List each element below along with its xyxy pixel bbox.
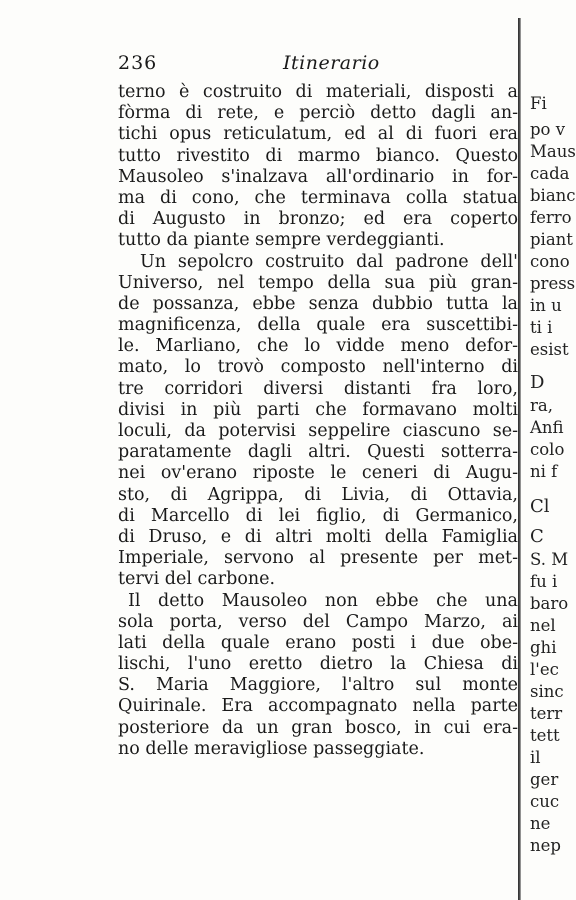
- text-line: ma di cono, che terminava colla statua: [118, 187, 518, 208]
- text-line: di Marcello di lei figlio, di Germanico,: [118, 505, 518, 526]
- adjacent-page-fragment: terr: [530, 704, 563, 723]
- adjacent-page-fragment: ni f: [530, 462, 558, 481]
- adjacent-page-fragment: l'ec: [530, 660, 559, 679]
- adjacent-page-fragment: sinc: [530, 682, 564, 701]
- text-line: le. Marliano, che lo vidde meno defor-: [118, 336, 518, 357]
- adjacent-page-fragment: cono: [530, 252, 570, 271]
- text-line: loculi, da potervisi seppelire ciascuno se-: [118, 421, 518, 441]
- adjacent-page-fragment: po v: [530, 120, 566, 139]
- adjacent-page-fragment: tett: [530, 726, 560, 745]
- adjacent-page-fragment: ferro: [530, 208, 572, 227]
- text-line: divisi in più parti che formavano molti: [118, 399, 518, 420]
- adjacent-page-fragment: piant: [530, 230, 573, 249]
- text-line: Imperiale, servono al presente per met-: [118, 548, 518, 569]
- text-line: Mausoleo s'inalzava all'ordinario in for-: [118, 166, 518, 187]
- adjacent-page-fragment: esist: [530, 340, 569, 359]
- paragraph-start-line: Il detto Mausoleo non ebbe che una: [128, 590, 518, 611]
- text-line: sola porta, verso del Campo Marzo, ai: [118, 611, 518, 632]
- text-line: S. Maria Maggiore, l'altro sul monte: [118, 675, 518, 696]
- adjacent-page-fragment: Fi: [530, 94, 547, 113]
- text-line: magnificenza, della quale era suscettibi-: [118, 315, 518, 336]
- text-line: posteriore da un gran bosco, in cui era-: [118, 717, 518, 738]
- text-line: fòrma di rete, e perciò detto dagli an-: [118, 103, 518, 124]
- text-line: lati della quale erano posti i due obe-: [118, 632, 518, 653]
- adjacent-page-fragment: D: [530, 372, 545, 393]
- paragraph-start-line: Un sepolcro costruito dal padrone dell': [140, 251, 518, 272]
- adjacent-page-fragment: C: [530, 526, 544, 547]
- running-title: Itinerario: [283, 52, 380, 74]
- text-line: nei ov'erano riposte le ceneri di Augu-: [118, 463, 518, 484]
- page-number: 236: [118, 52, 158, 74]
- text-line: terno è costruito di materiali, disposti a: [118, 82, 518, 102]
- adjacent-page-fragment: ger: [530, 770, 559, 789]
- adjacent-page-fragment: baro: [530, 594, 569, 613]
- text-line: mato, lo trovò composto nell'interno di: [118, 357, 518, 378]
- text-line: tutto rivestito di marmo bianco. Questo: [118, 145, 518, 166]
- text-line: Universo, nel tempo della sua più gran-: [118, 272, 518, 293]
- page-header: [118, 52, 518, 78]
- adjacent-page-fragment: Anfi: [530, 418, 564, 437]
- text-line: Quirinale. Era accompagnato nella parte: [118, 696, 518, 717]
- adjacent-page-fragment: cada: [530, 164, 570, 183]
- adjacent-page-fragment: S. M: [530, 550, 569, 569]
- adjacent-page-fragment: nel: [530, 616, 556, 635]
- text-line: paratamente dagli altri. Questi sotterra-: [118, 442, 518, 463]
- text-line: di Druso, e di altri molti della Famiglia: [118, 526, 518, 547]
- adjacent-page-fragment: in u: [530, 296, 562, 315]
- text-line: sto, di Agrippa, di Livia, di Ottavia,: [118, 484, 518, 505]
- adjacent-page-fragment: cuc: [530, 792, 560, 811]
- adjacent-page-fragment: nep: [530, 836, 561, 855]
- main-text: [118, 82, 518, 760]
- adjacent-page-edge: [530, 94, 576, 900]
- text-line: lischi, l'uno eretto dietro la Chiesa di: [118, 654, 518, 675]
- adjacent-page-fragment: ra,: [530, 396, 553, 415]
- text-line: di Augusto in bronzo; ed era coperto: [118, 209, 518, 230]
- adjacent-page-fragment: ne: [530, 814, 551, 833]
- adjacent-page-fragment: Cl: [530, 496, 550, 517]
- adjacent-page-fragment: fu i: [530, 572, 558, 591]
- text-line: tichi opus reticulatum, ed al di fuori era: [118, 124, 518, 145]
- text-line: de possanza, ebbe senza dubbio tutta la: [118, 293, 518, 314]
- text-line: tre corridori diversi distanti fra loro,: [118, 378, 518, 399]
- adjacent-page-fragment: Maus: [530, 142, 576, 161]
- book-gutter: [518, 18, 521, 900]
- text-line: tervi del carbone.: [118, 569, 276, 590]
- adjacent-page-fragment: colo: [530, 440, 565, 459]
- adjacent-page-fragment: bianc: [530, 186, 576, 205]
- adjacent-page-fragment: ti i: [530, 318, 553, 337]
- adjacent-page-fragment: ghi: [530, 638, 557, 657]
- adjacent-page-fragment: press: [530, 274, 576, 293]
- text-line: tutto da piante sempre verdeggianti.: [118, 230, 445, 251]
- text-line: no delle meravigliose passeggiate.: [118, 738, 425, 759]
- adjacent-page-fragment: il: [530, 748, 541, 767]
